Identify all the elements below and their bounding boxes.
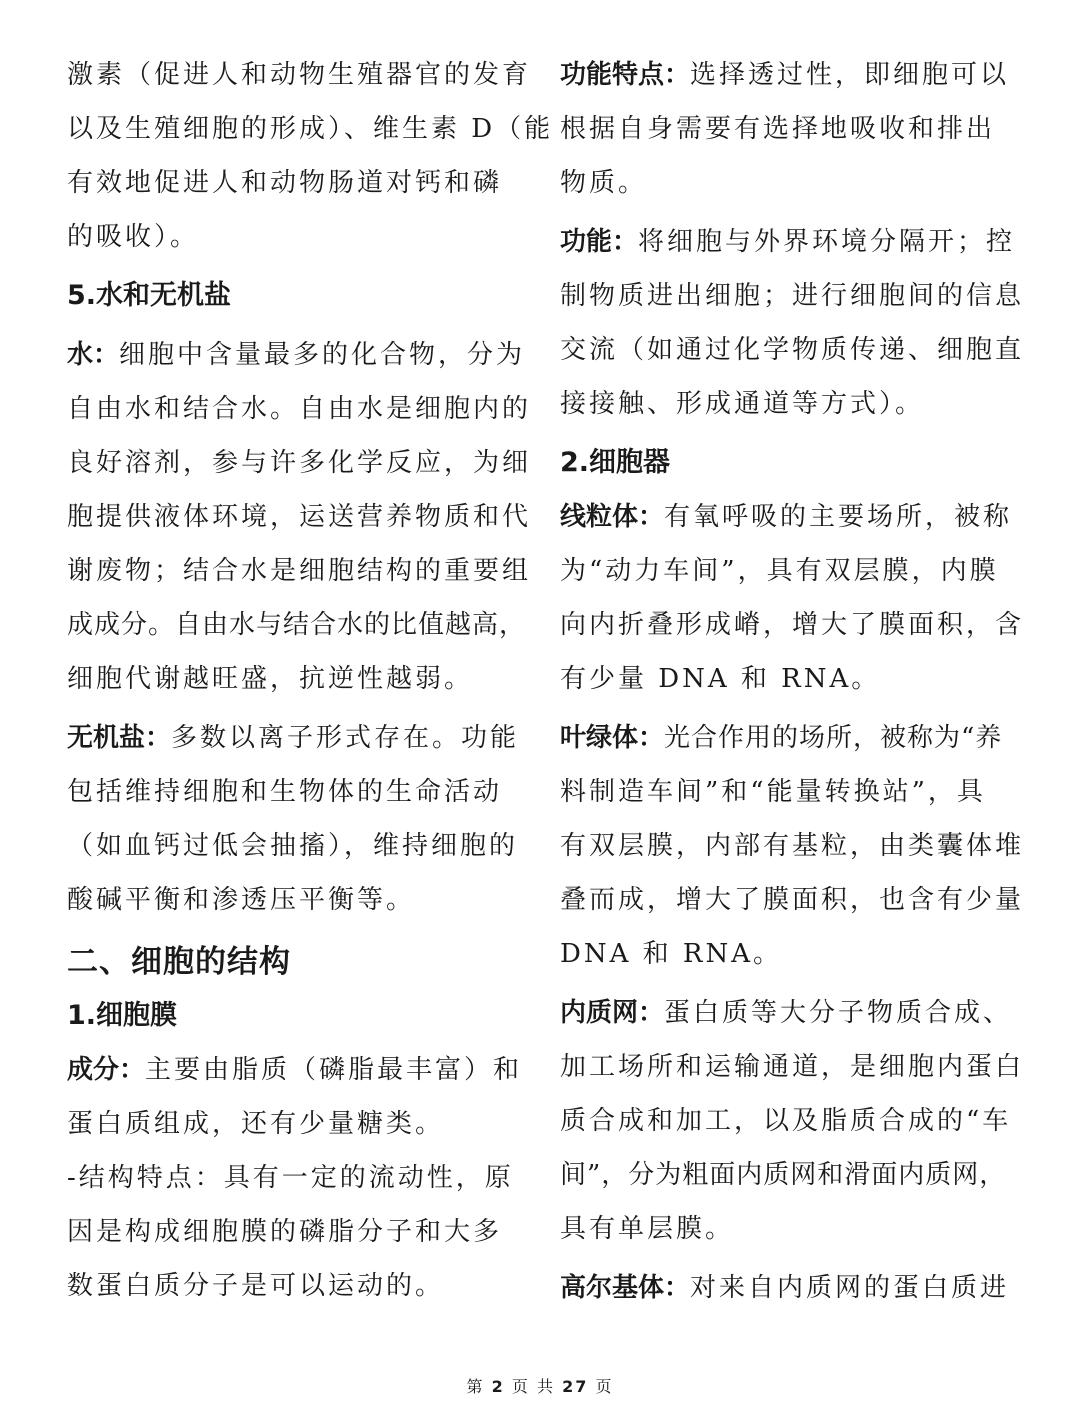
organelle-heading: 2.细胞器 (560, 447, 671, 478)
text-line: 料制造车间”和“能量转换站”，具 (560, 777, 986, 807)
text-line: 向内折叠形成嵴，增大了膜面积，含 (560, 610, 1025, 640)
text-line: 有双层膜，内部有基粒，由类囊体堆 (560, 831, 1025, 861)
salt-term: 无机盐： (67, 723, 172, 753)
right-column (560, 48, 1030, 1315)
chloroplast-paragraph (560, 711, 1030, 981)
text-line: 接接触、形成通道等方式）。 (560, 389, 925, 419)
water-paragraph (67, 328, 533, 706)
text-line: 交流（如通过化学物质传递、细胞直 (560, 335, 1025, 365)
text-line: 叠而成，增大了膜面积，也含有少量 (560, 885, 1025, 915)
chloroplast-term: 叶绿体： (560, 723, 665, 753)
function-term: 功能： (560, 227, 639, 257)
text-line: 数蛋白质分子是可以运动的。 (67, 1271, 445, 1301)
hormone-paragraph (67, 48, 554, 264)
text-line: 制物质进出细胞；进行细胞间的信息 (560, 281, 1025, 311)
text-line: 蛋白质等大分子物质合成、 (664, 998, 1013, 1028)
text-line: 酸碱平衡和渗透压平衡等。 (67, 885, 416, 915)
text-line: 将细胞与外界环境分隔开；控 (638, 227, 1016, 257)
text-line: 蛋白质组成，还有少量糖类。 (67, 1109, 445, 1139)
text-line: 物质。 (560, 168, 648, 198)
text-line: 谢废物；结合水是细胞结构的重要组 (67, 556, 532, 586)
left-column (67, 48, 554, 1313)
text-line: （如血钙过低会抽搐），维持细胞的 (67, 831, 519, 861)
text-line: 的吸收）。 (67, 222, 200, 252)
total-pages: 27 (562, 1377, 589, 1396)
text-line: 胞提供液体环境，运送营养物质和代 (67, 502, 532, 532)
text-line: 加工场所和运输通道，是细胞内蛋白 (560, 1052, 1025, 1082)
text-line: 具有单层膜。 (560, 1214, 735, 1244)
text-line: 良好溶剂，参与许多化学反应，为细 (67, 448, 532, 478)
text-line: 有少量 DNA 和 RNA。 (560, 664, 881, 694)
function-paragraph (560, 215, 1030, 431)
text-line: 主要由脂质（磷脂最丰富）和 (145, 1055, 523, 1085)
text-line: 质合成和加工，以及脂质合成的“车 (560, 1106, 1012, 1136)
function-feature-paragraph (560, 48, 1030, 210)
function-feature-term: 功能特点： (560, 60, 691, 90)
text-line: 包括维持细胞和生物体的生命活动 (67, 777, 503, 807)
text-line: DNA 和 RNA。 (560, 939, 783, 969)
text-line: 因是构成细胞膜的磷脂分子和大多 (67, 1217, 503, 1247)
text-line: 成成分。自由水与结合水的比值越高， (67, 610, 527, 640)
footer-middle: 页 共 (511, 1377, 555, 1396)
text-line: 间”，分为粗面内质网和滑面内质网， (560, 1160, 1007, 1190)
text-line: -结构特点：具有一定的流动性，原 (67, 1163, 514, 1193)
text-line: 以及生殖细胞的形成）、维生素 D（能 (67, 114, 554, 144)
footer-suffix: 页 (595, 1377, 614, 1396)
text-line: 多数以离子形式存在。功能 (171, 723, 520, 753)
text-line: 细胞代谢越旺盛，抗逆性越弱。 (67, 664, 474, 694)
membrane-heading: 1.细胞膜 (67, 1000, 178, 1031)
text-line: 细胞中含量最多的化合物，分为 (119, 340, 526, 370)
page-number: 2 (491, 1377, 505, 1396)
salt-paragraph (67, 711, 533, 927)
text-line: 自由水和结合水。自由水是细胞内的 (67, 394, 532, 424)
text-line: 光合作用的场所，被称为“养 (664, 723, 1003, 753)
text-line: 选择透过性，即细胞可以 (690, 60, 1010, 90)
water-term: 水： (67, 340, 120, 370)
golgi-paragraph (560, 1261, 1030, 1315)
composition-term: 成分： (67, 1055, 146, 1085)
structure-feature-paragraph (67, 1151, 533, 1313)
mitochondria-paragraph (560, 490, 1030, 706)
golgi-term: 高尔基体： (560, 1273, 691, 1303)
water-salt-heading: 5.水和无机盐 (67, 280, 232, 311)
text-line: 有氧呼吸的主要场所，被称 (664, 502, 1013, 532)
er-term: 内质网： (560, 998, 665, 1028)
text-line: 为“动力车间”，具有双层膜，内膜 (560, 556, 999, 586)
mitochondria-term: 线粒体： (560, 502, 665, 532)
page-footer (0, 1374, 1080, 1397)
footer-prefix: 第 (466, 1377, 485, 1396)
section-heading: 二、细胞的结构 (67, 944, 291, 980)
text-line: 根据自身需要有选择地吸收和排出 (560, 114, 996, 144)
er-paragraph (560, 986, 1030, 1256)
text-line: 有效地促进人和动物肠道对钙和磷 (67, 168, 503, 198)
composition-paragraph (67, 1043, 533, 1151)
text-line: 激素（促进人和动物生殖器官的发育 (67, 60, 532, 90)
text-line: 对来自内质网的蛋白质进 (690, 1273, 1010, 1303)
